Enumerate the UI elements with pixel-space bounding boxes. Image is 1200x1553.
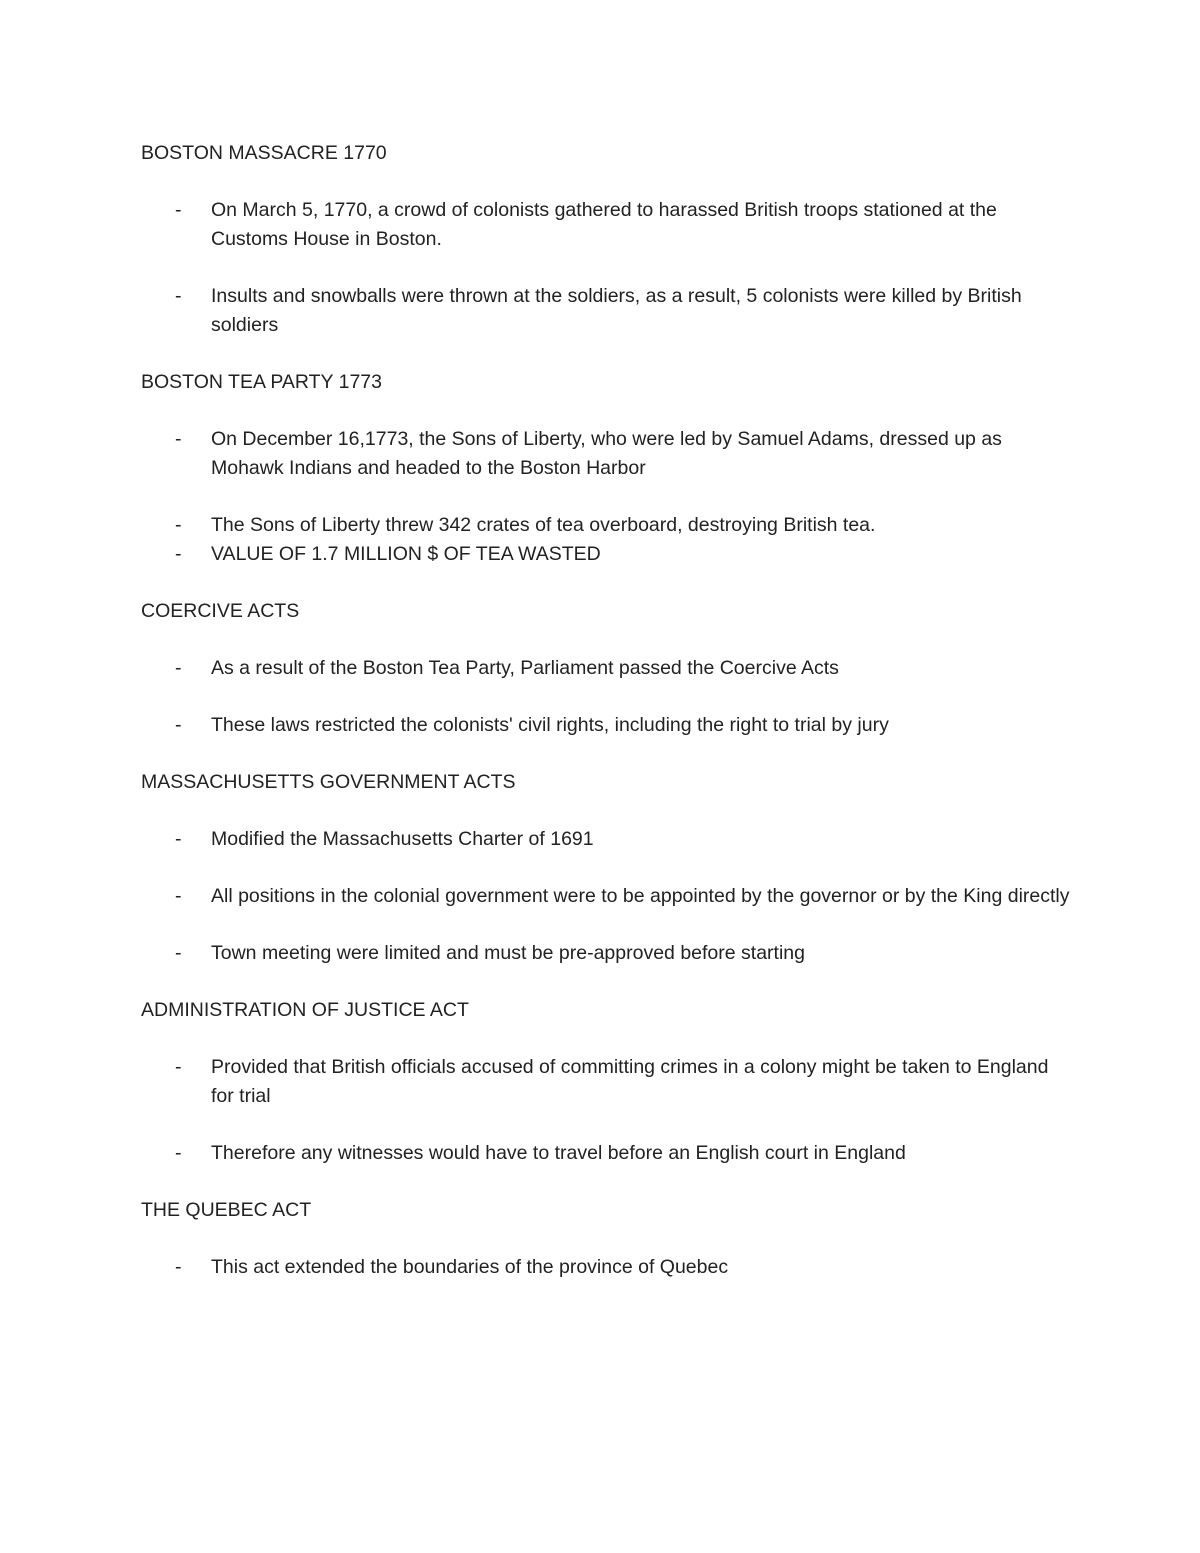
dash-marker: - — [175, 885, 182, 907]
dash-marker: - — [175, 714, 182, 736]
bullet-item — [141, 939, 1071, 968]
bullet-list — [141, 425, 1071, 569]
bullet-text: This act extended the boundaries of the province of Quebec — [211, 1256, 729, 1278]
bullet-text: Provided that British officials accused of committing crimes in a colony might be taken to England for trial — [211, 1056, 1049, 1107]
bullet-list — [141, 825, 1071, 968]
bullet-item — [141, 425, 1071, 483]
dash-marker: - — [175, 428, 182, 450]
bullet-text: The Sons of Liberty threw 342 crates of tea overboard, destroying British tea. — [211, 514, 876, 536]
dash-marker: - — [175, 657, 182, 679]
section-heading: COERCIVE ACTS — [141, 600, 300, 622]
bullet-list — [141, 654, 1071, 740]
section-administration-of-justice-act — [141, 996, 1071, 1168]
section-quebec-act — [141, 1196, 1071, 1282]
bullet-text: Modified the Massachusetts Charter of 1691 — [211, 828, 594, 850]
section-boston-massacre — [141, 139, 1071, 340]
dash-marker: - — [175, 1142, 182, 1164]
bullet-item — [141, 825, 1071, 854]
dash-marker: - — [175, 285, 182, 307]
dash-marker: - — [175, 514, 182, 536]
bullet-text: On December 16,1773, the Sons of Liberty, who were led by Samuel Adams, dressed up as Mohawk Indians and headed to the Boston Harbor — [211, 428, 1002, 479]
section-heading: BOSTON MASSACRE 1770 — [141, 142, 387, 164]
bullet-text: On March 5, 1770, a crowd of colonists gathered to harassed British troops stationed at the Customs House in Boston. — [211, 199, 997, 250]
section-heading: THE QUEBEC ACT — [141, 1199, 312, 1221]
bullet-item — [141, 1253, 1071, 1282]
bullet-item — [141, 1139, 1071, 1168]
bullet-item — [141, 511, 1071, 540]
dash-marker: - — [175, 199, 182, 221]
section-heading: MASSACHUSETTS GOVERNMENT ACTS — [141, 771, 516, 793]
bullet-list — [141, 1253, 1071, 1282]
bullet-item — [141, 196, 1071, 254]
bullet-item — [141, 1053, 1071, 1111]
bullet-text: These laws restricted the colonists' civil rights, including the right to trial by jury — [211, 714, 889, 736]
section-massachusetts-government-acts — [141, 768, 1071, 968]
dash-marker: - — [175, 1056, 182, 1078]
dash-marker: - — [175, 543, 182, 565]
dash-marker: - — [175, 1256, 182, 1278]
bullet-text: Town meeting were limited and must be pre-approved before starting — [211, 942, 805, 964]
dash-marker: - — [175, 828, 182, 850]
bullet-text: Therefore any witnesses would have to travel before an English court in England — [211, 1142, 906, 1164]
bullet-item — [141, 711, 1071, 740]
bullet-text: All positions in the colonial government were to be appointed by the governor or by the King directly — [211, 885, 1070, 907]
bullet-item — [141, 654, 1071, 683]
bullet-item — [141, 882, 1071, 911]
bullet-list — [141, 1053, 1071, 1168]
document-page — [141, 139, 1071, 1310]
bullet-text: VALUE OF 1.7 MILLION $ OF TEA WASTED — [211, 543, 601, 565]
section-heading: BOSTON TEA PARTY 1773 — [141, 371, 382, 393]
section-coercive-acts — [141, 597, 1071, 740]
bullet-item — [141, 282, 1071, 340]
bullet-item — [141, 540, 1071, 569]
bullet-list — [141, 196, 1071, 340]
bullet-text: As a result of the Boston Tea Party, Parliament passed the Coercive Acts — [211, 657, 839, 679]
section-heading: ADMINISTRATION OF JUSTICE ACT — [141, 999, 469, 1021]
section-boston-tea-party — [141, 368, 1071, 569]
dash-marker: - — [175, 942, 182, 964]
bullet-text: Insults and snowballs were thrown at the soldiers, as a result, 5 colonists were killed by British soldiers — [211, 285, 1022, 336]
